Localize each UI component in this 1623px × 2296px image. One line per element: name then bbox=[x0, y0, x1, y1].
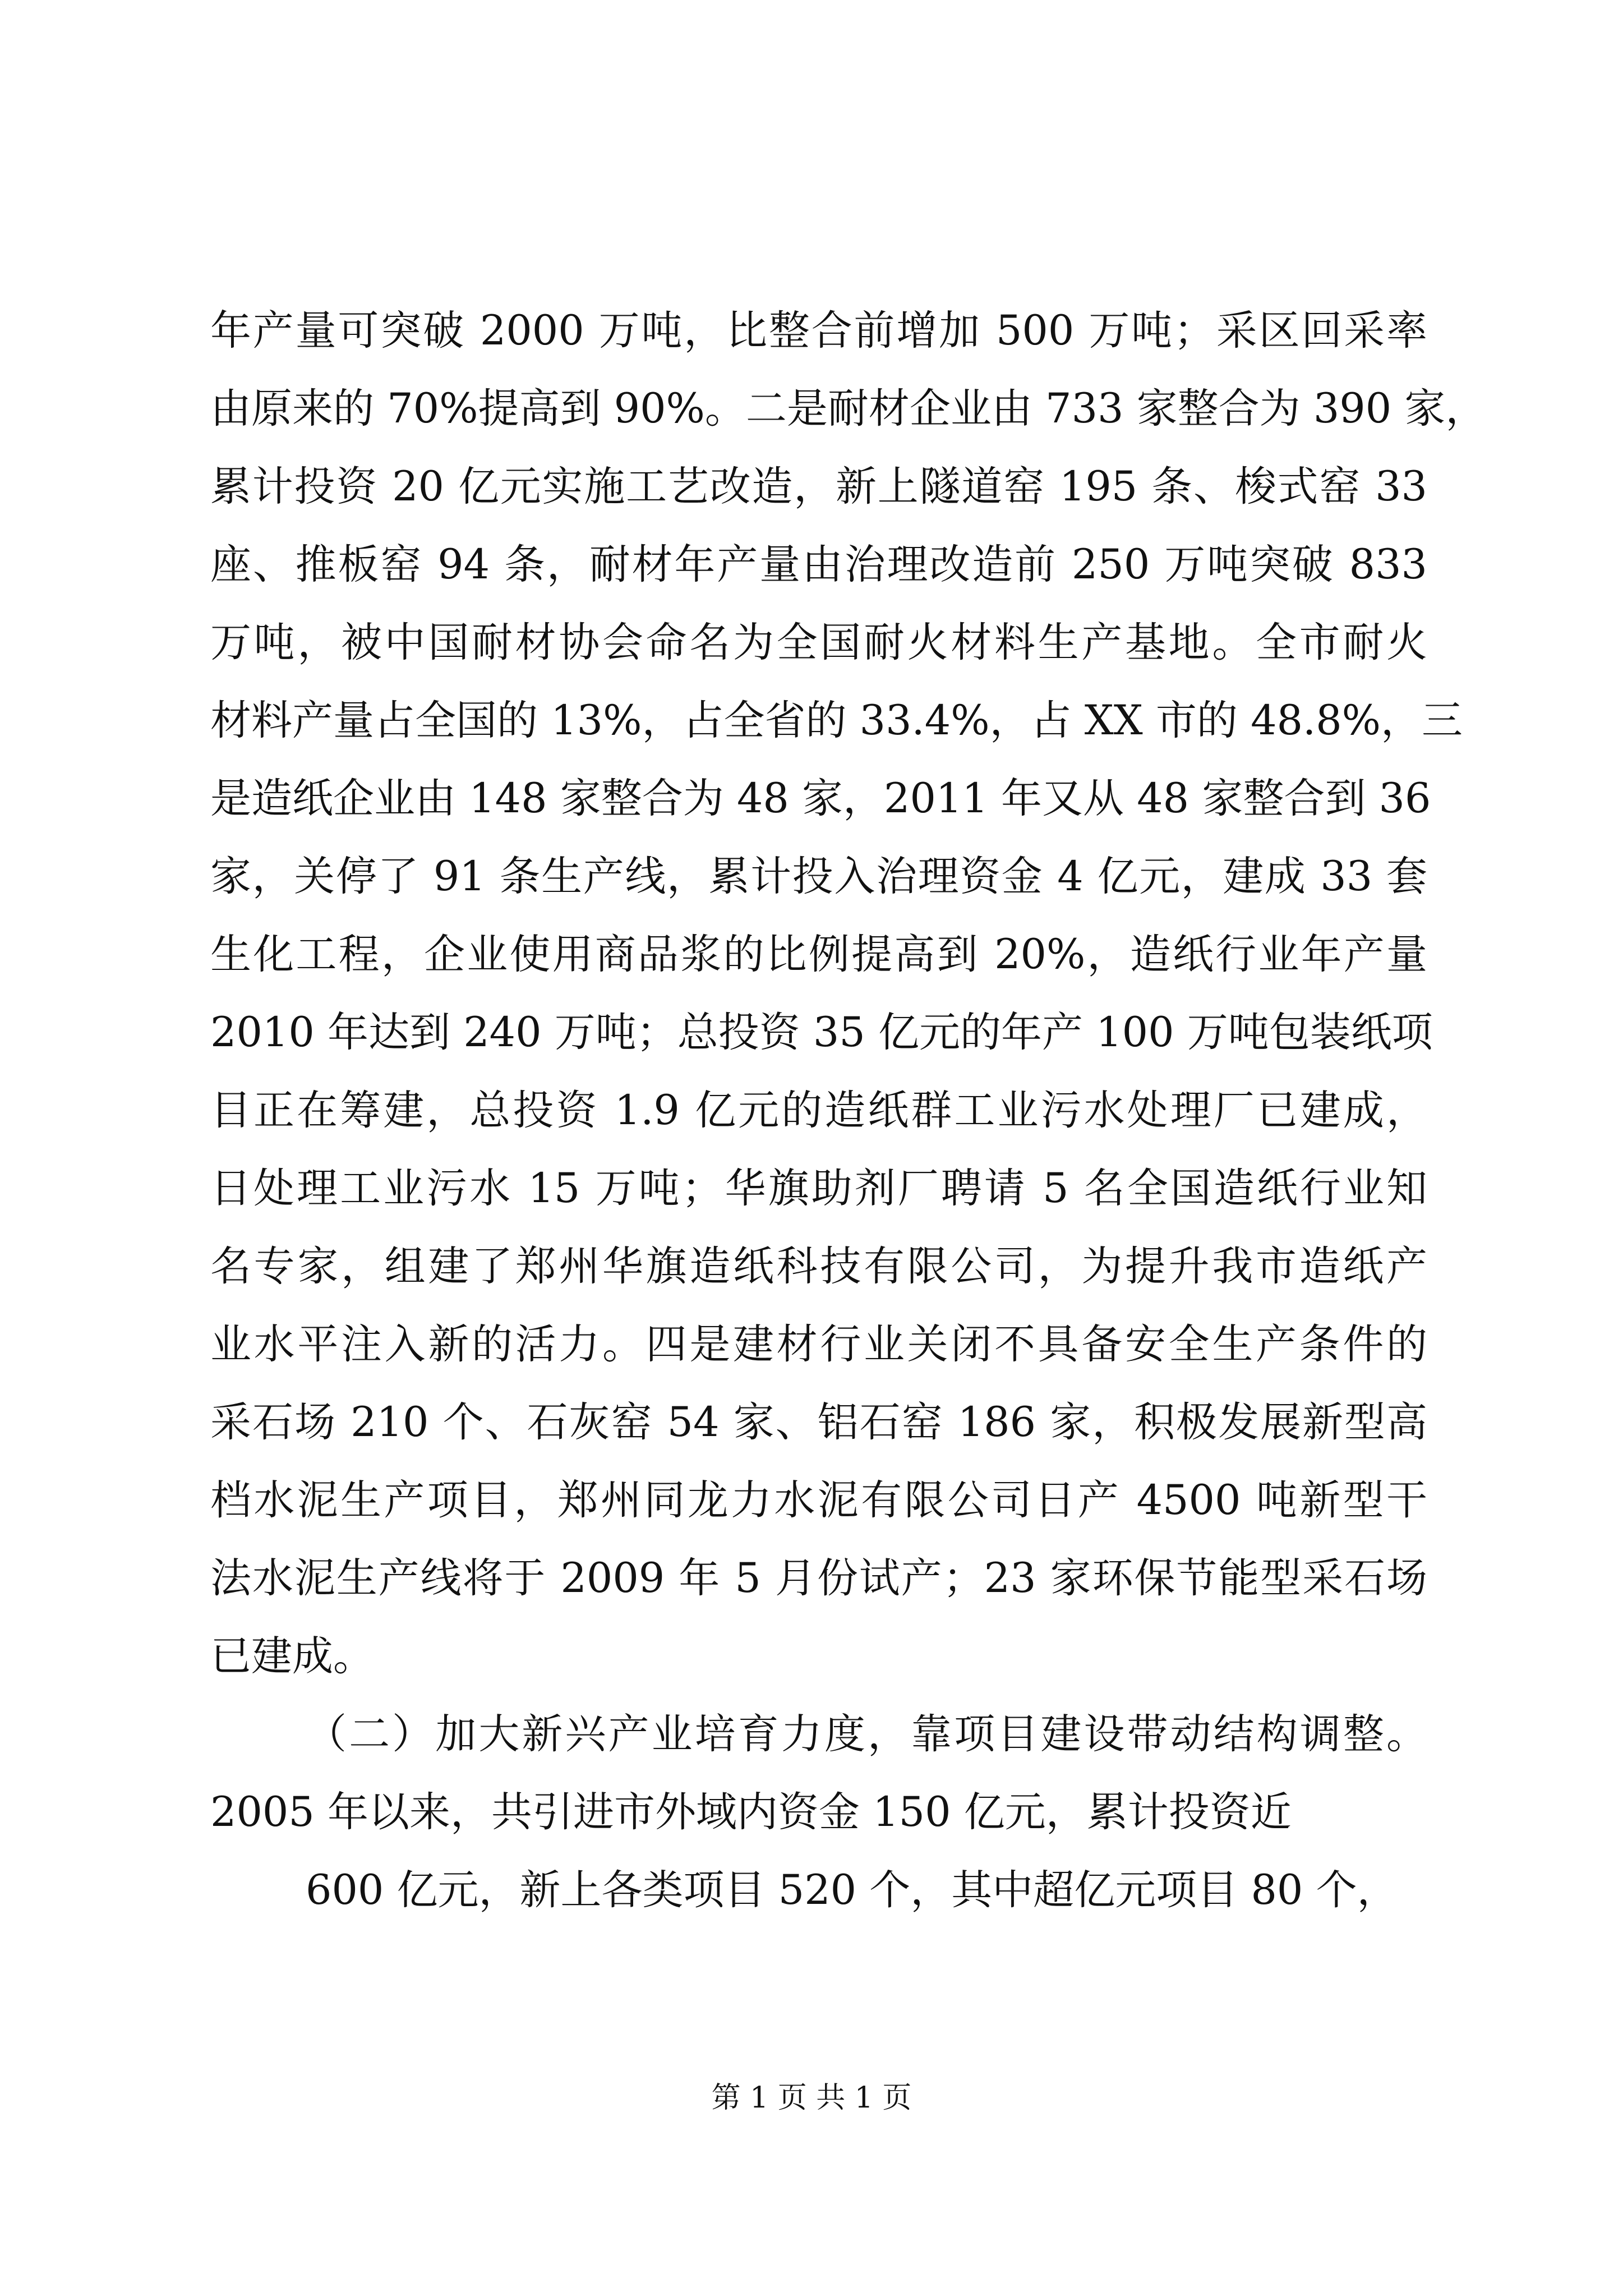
text-line-1: 年产量可突破 2000 万吨，比整合前增加 500 万吨；采区回采率 bbox=[210, 307, 1427, 355]
text-line-9: 生化工程，企业使用商品浆的比例提高到 20%，造纸行业年产量 bbox=[210, 931, 1427, 978]
text-line-17: 法水泥生产线将于 2009 年 5 月份试产；23 家环保节能型采石场 bbox=[210, 1554, 1427, 1602]
text-line-7: 是造纸企业由 148 家整合为 48 家，2011 年又从 48 家整合到 36 bbox=[210, 775, 1431, 822]
text-line-15: 采石场 210 个、石灰窑 54 家、铝石窑 186 家，积极发展新型高 bbox=[210, 1398, 1427, 1446]
section-heading-line: （二）加大新兴产业培育力度，靠项目建设带动结构调整。 bbox=[306, 1710, 1427, 1758]
text-line-20: 2005 年以来，共引进市外域内资金 150 亿元，累计投资近 bbox=[210, 1788, 1292, 1836]
text-line-11: 目正在筹建，总投资 1.9 亿元的造纸群工业污水处理厂已建成， bbox=[210, 1087, 1427, 1134]
text-line-21: 600 亿元，新上各类项目 520 个，其中超亿元项目 80 个， bbox=[306, 1866, 1398, 1914]
text-line-10: 2010 年达到 240 万吨；总投资 35 亿元的年产 100 万吨包装纸项 bbox=[210, 1009, 1433, 1056]
text-line-3: 累计投资 20 亿元实施工艺改造，新上隧道窑 195 条、梭式窑 33 bbox=[210, 463, 1427, 510]
text-line-5: 万吨，被中国耐材协会命名为全国耐火材料生产基地。全市耐火 bbox=[210, 619, 1427, 666]
text-line-4: 座、推板窑 94 条，耐材年产量由治理改造前 250 万吨突破 833 bbox=[210, 541, 1427, 588]
text-line-13: 名专家，组建了郑州华旗造纸科技有限公司，为提升我市造纸产 bbox=[210, 1243, 1427, 1290]
text-line-18: 已建成。 bbox=[210, 1632, 374, 1680]
text-line-8: 家，关停了 91 条生产线，累计投入治理资金 4 亿元，建成 33 套 bbox=[210, 853, 1427, 900]
page-footer: 第 1 页 共 1 页 bbox=[711, 2081, 912, 2115]
text-line-12: 日处理工业污水 15 万吨；华旗助剂厂聘请 5 名全国造纸行业知 bbox=[210, 1165, 1427, 1212]
text-line-6: 材料产量占全国的 13%，占全省的 33.4%，占 XX 市的 48.8%，三 bbox=[210, 697, 1463, 744]
text-line-2: 由原来的 70%提高到 90%。二是耐材企业由 733 家整合为 390 家， bbox=[210, 385, 1487, 432]
text-line-14: 业水平注入新的活力。四是建材行业关闭不具备安全生产条件的 bbox=[210, 1320, 1427, 1368]
text-line-16: 档水泥生产项目，郑州同龙力水泥有限公司日产 4500 吨新型干 bbox=[210, 1476, 1427, 1524]
